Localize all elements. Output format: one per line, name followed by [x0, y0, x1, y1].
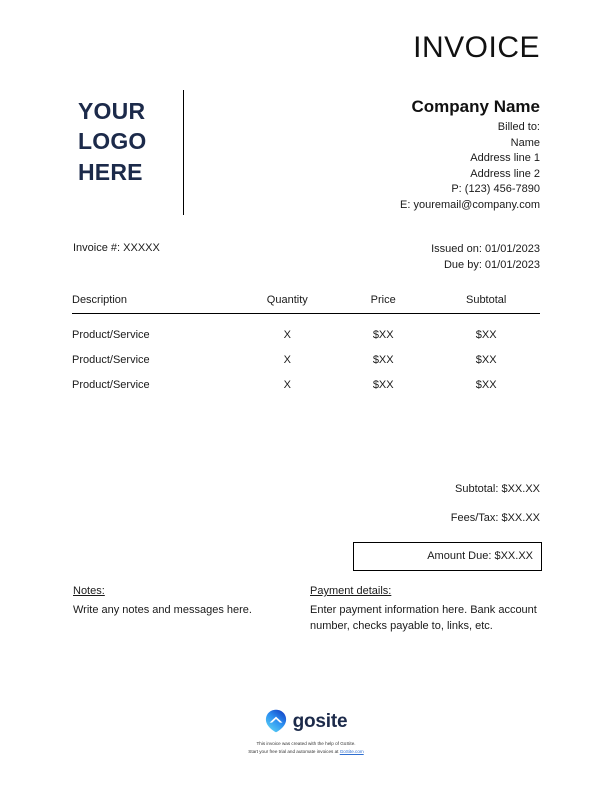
line-items-table — [72, 294, 540, 391]
logo-line-3: HERE — [78, 158, 143, 185]
column-header-quantity: Quantity — [266, 294, 308, 306]
subtotal-amount: Subtotal: $XX.XX — [455, 483, 540, 495]
address-line-2: Address line 2 — [470, 167, 540, 180]
cell-price: $XX — [372, 329, 394, 341]
cell-quantity: X — [283, 329, 291, 341]
footer-fine-line-1: This invoice was created with the help of GoSite. — [256, 741, 356, 746]
cell-subtotal: $XX — [475, 354, 497, 366]
email-address: E: youremail@company.com — [400, 198, 540, 211]
gosite-pin-icon — [265, 709, 287, 733]
table-row — [72, 366, 540, 391]
address-line-1: Address line 1 — [470, 152, 540, 165]
recipient-name: Name — [510, 136, 540, 149]
phone-number: P: (123) 456-7890 — [451, 183, 540, 196]
footer-fine-print — [0, 740, 612, 755]
cell-description: Product/Service — [72, 379, 150, 391]
logo-line-2: LOGO — [78, 128, 147, 155]
gosite-logo — [0, 707, 612, 735]
gosite-wordmark: gosite — [292, 710, 348, 732]
cell-subtotal: $XX — [475, 379, 497, 391]
payment-details-section — [310, 584, 538, 635]
cell-subtotal: $XX — [475, 329, 497, 341]
issued-on-date: Issued on: 01/01/2023 — [431, 243, 540, 255]
company-name: Company Name — [411, 97, 540, 116]
table-row — [72, 314, 540, 342]
page-title: INVOICE — [413, 31, 540, 64]
payment-details-body: Enter payment information here. Bank account number, checks payable to, links, etc. — [310, 603, 537, 632]
totals-section — [342, 484, 542, 571]
payment-details-heading: Payment details: — [310, 585, 392, 597]
column-header-description: Description — [72, 294, 128, 306]
cell-quantity: X — [283, 379, 291, 391]
column-header-subtotal: Subtotal — [465, 294, 507, 306]
logo-line-1: YOUR — [78, 98, 146, 124]
notes-section — [73, 584, 288, 619]
billed-to-label: Billed to: — [497, 120, 540, 133]
cell-price: $XX — [372, 354, 394, 366]
cell-quantity: X — [283, 354, 291, 366]
table-row — [72, 341, 540, 366]
cell-description: Product/Service — [72, 329, 150, 341]
due-by-date: Due by: 01/01/2023 — [443, 258, 540, 271]
notes-heading: Notes: — [73, 585, 105, 597]
gosite-link[interactable]: GoSite.com — [339, 748, 364, 754]
fees-tax-amount: Fees/Tax: $XX.XX — [450, 512, 540, 524]
table-header-row — [72, 294, 540, 314]
footer — [0, 707, 612, 755]
footer-fine-line-2 — [0, 748, 612, 756]
notes-body: Write any notes and messages here. — [73, 603, 252, 616]
logo-placeholder — [78, 96, 178, 187]
cell-description: Product/Service — [72, 354, 150, 366]
header-divider — [183, 90, 184, 215]
amount-due-amount: Amount Due: $XX.XX — [353, 542, 542, 571]
cell-price: $XX — [372, 379, 394, 391]
column-header-price: Price — [370, 294, 396, 306]
footer-fine-line-2-prefix: Start your free trial and automate invoices at — [248, 748, 340, 754]
invoice-dates — [431, 242, 540, 273]
invoice-number: Invoice #: XXXXX — [73, 242, 160, 254]
company-details — [240, 96, 540, 214]
